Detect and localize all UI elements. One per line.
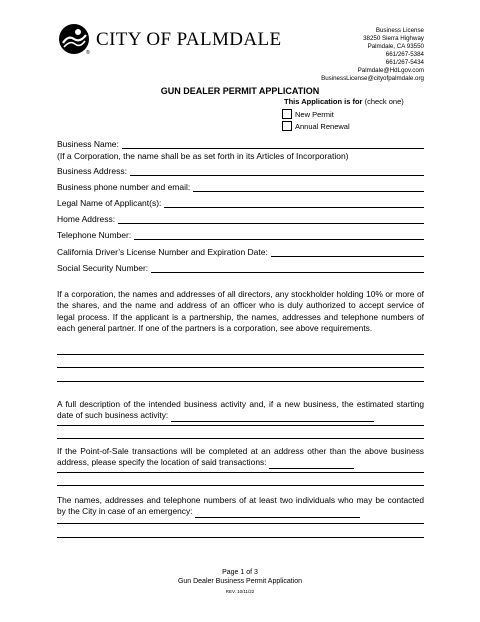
home-address-input-line[interactable] bbox=[118, 215, 424, 224]
business-activity-input-line[interactable] bbox=[171, 412, 374, 422]
business-name-field[interactable] bbox=[57, 139, 424, 149]
business-address-field[interactable] bbox=[57, 166, 424, 176]
business-activity-instructions bbox=[57, 399, 424, 422]
city-name: CITY OF PALMDALE bbox=[96, 29, 282, 50]
address-line: 661/267-5384 bbox=[385, 51, 424, 58]
city-logo bbox=[58, 20, 298, 60]
annual-renewal-label: Annual Renewal bbox=[295, 121, 350, 131]
home-address-label: Home Address: bbox=[57, 214, 116, 224]
point-of-sale-input-line[interactable] bbox=[269, 459, 354, 469]
business-name-label: Business Name: bbox=[57, 139, 119, 149]
revision-date: REV. 10/11/22 bbox=[225, 589, 255, 594]
ssn-input-line[interactable] bbox=[151, 264, 424, 273]
point-of-sale-instructions bbox=[57, 446, 424, 469]
answer-line[interactable] bbox=[57, 485, 424, 486]
business-address-input-line[interactable] bbox=[130, 167, 424, 176]
address-line: 661/267-5434 bbox=[385, 59, 424, 66]
telephone-label: Telephone Number: bbox=[57, 230, 132, 240]
page-number: Page 1 of 3 bbox=[222, 569, 258, 576]
option-annual-renewal[interactable] bbox=[282, 121, 350, 131]
corporation-note: (If a Corporation, the name shall be as set forth in its Articles of Incorporation) bbox=[57, 151, 349, 161]
business-phone-email-field[interactable] bbox=[57, 182, 424, 192]
home-address-field[interactable] bbox=[57, 214, 424, 224]
answer-line[interactable] bbox=[57, 523, 424, 524]
new-permit-checkbox[interactable] bbox=[282, 109, 292, 119]
point-of-sale-text: If the Point-of-Sale transactions will be completed at an address other than the above business address, please specify the location of said transactions: bbox=[57, 446, 424, 468]
registered-mark: ® bbox=[86, 50, 90, 56]
ssn-label: Social Security Number: bbox=[57, 263, 149, 273]
legal-name-field[interactable] bbox=[57, 198, 424, 208]
address-line: Palmdale, CA 93550 bbox=[367, 43, 424, 50]
answer-line[interactable] bbox=[57, 425, 424, 426]
drivers-license-input-line[interactable] bbox=[271, 248, 424, 257]
corporation-instructions: If a corporation, the names and addresses of all directors, any stockholder holding 10% or more of the shares, and the name and address of an officer who is duly authorized to accept service of legal process. If the applicant is a partnership, the names, addresses and telephone numbers of each general partner. If one of the partners is a corporation, see above requirements. bbox=[57, 289, 424, 333]
annual-renewal-checkbox[interactable] bbox=[282, 121, 292, 131]
emergency-contacts-text: The names, addresses and telephone numbers of at least two individuals who may be contacted by the City in case of an emergency: bbox=[57, 495, 424, 517]
emergency-contacts-instructions bbox=[57, 495, 424, 518]
drivers-license-field[interactable] bbox=[57, 247, 424, 257]
contact-address-block bbox=[321, 27, 424, 83]
email-line[interactable]: BusinessLicense@cityofpalmdale.org bbox=[321, 75, 424, 82]
address-line: Business License bbox=[375, 27, 424, 34]
footer-form-name: Gun Dealer Business Permit Application bbox=[177, 578, 303, 585]
application-type-note: (check one) bbox=[364, 97, 404, 106]
legal-name-label: Legal Name of Applicant(s): bbox=[57, 198, 162, 208]
form-title: GUN DEALER PERMIT APPLICATION bbox=[160, 86, 320, 96]
business-name-input-line[interactable] bbox=[122, 140, 424, 149]
answer-line[interactable] bbox=[57, 381, 424, 382]
telephone-input-line[interactable] bbox=[134, 231, 424, 240]
answer-line[interactable] bbox=[57, 438, 424, 439]
business-phone-email-label: Business phone number and email: bbox=[57, 182, 191, 192]
answer-line[interactable] bbox=[57, 537, 424, 538]
drivers-license-label: California Driver’s License Number and Expiration Date: bbox=[57, 247, 268, 257]
address-line: 38250 Sierra Highway bbox=[363, 35, 424, 42]
new-permit-label: New Permit bbox=[295, 109, 334, 119]
ssn-field[interactable] bbox=[57, 263, 424, 273]
email-line[interactable]: Palmdale@HdLgov.com bbox=[357, 67, 424, 74]
answer-line[interactable] bbox=[57, 367, 424, 368]
business-activity-text: A full description of the intended business activity and, if a new business, the estimated starting date of such business activity: bbox=[57, 399, 424, 421]
application-type-bold: This Application is for bbox=[284, 97, 363, 106]
legal-name-input-line[interactable] bbox=[164, 199, 424, 208]
answer-line[interactable] bbox=[57, 354, 424, 355]
business-address-label: Business Address: bbox=[57, 166, 127, 176]
emergency-contacts-input-line[interactable] bbox=[195, 508, 360, 518]
answer-line[interactable] bbox=[57, 472, 424, 473]
telephone-field[interactable] bbox=[57, 230, 424, 240]
business-phone-email-input-line[interactable] bbox=[193, 183, 424, 192]
option-new-permit[interactable] bbox=[282, 109, 334, 119]
application-type-label bbox=[284, 97, 404, 106]
